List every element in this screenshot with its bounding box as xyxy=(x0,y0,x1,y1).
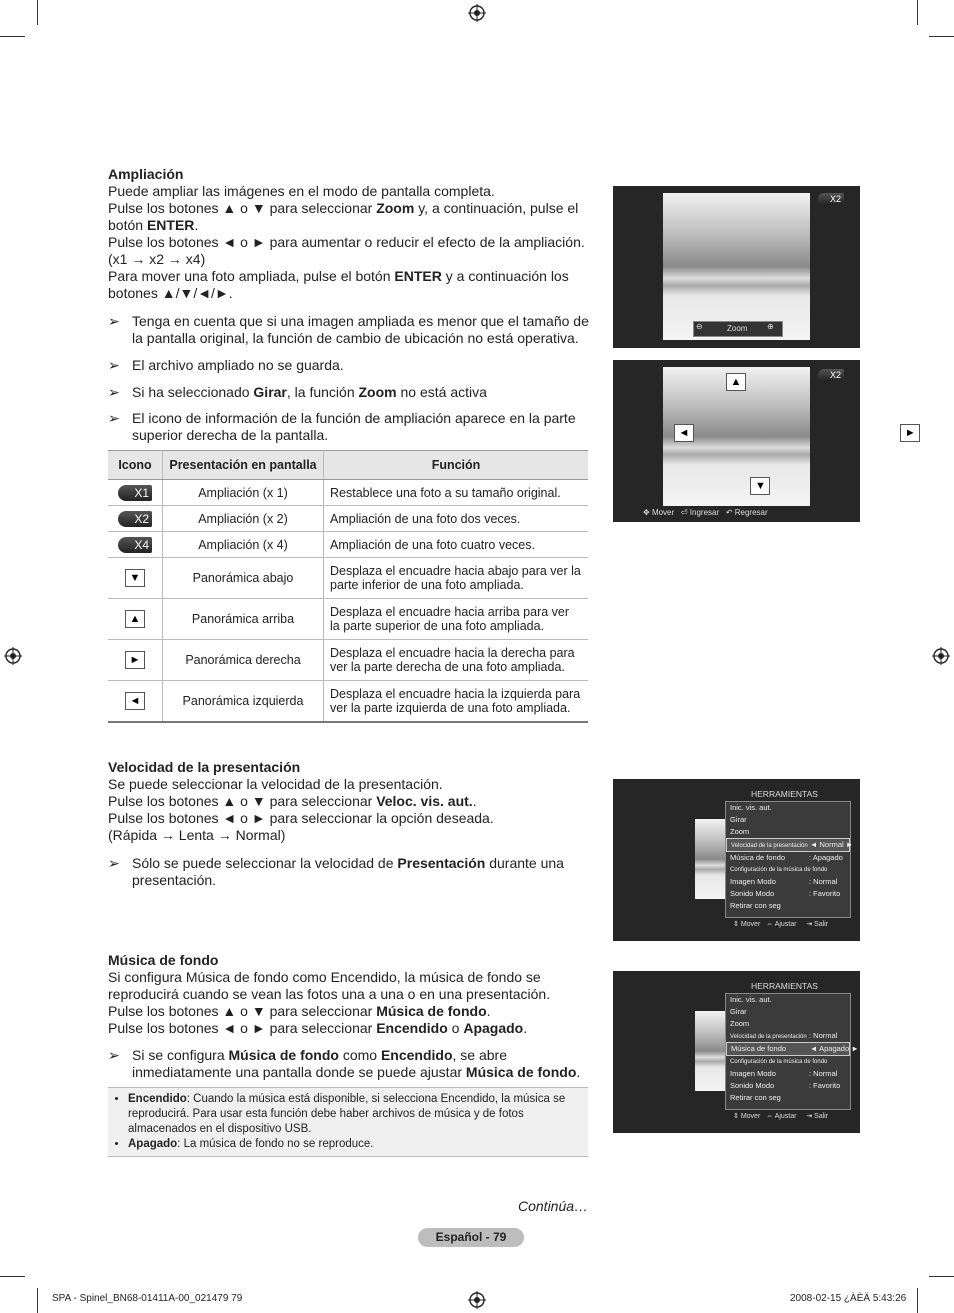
adjust-icon: ⇔ xyxy=(766,921,774,928)
menu-item[interactable]: Velocidad de la presentación : Normal xyxy=(730,1031,838,1040)
table-cell: Ampliación (x 1) xyxy=(163,480,324,506)
table-cell: Ampliación (x 2) xyxy=(163,506,324,532)
zoom-line: Para mover una foto ampliada, pulse el botón ENTER y a continuación los botones ▲/▼/◄/►. xyxy=(108,268,569,301)
menu-item[interactable]: Girar xyxy=(730,815,747,824)
zoom-x4-icon: X4 xyxy=(118,537,152,553)
move-icon: ⇕ xyxy=(733,1113,739,1120)
speed-line: Se puede seleccionar la velocidad de la presentación. xyxy=(108,776,443,792)
registration-mark-icon xyxy=(932,647,950,665)
crop-mark xyxy=(37,1288,38,1313)
zoom-function-table xyxy=(108,450,588,723)
zoom-note: ➢ Tenga en cuenta que si una imagen ampliada es menor que el tamaño de la pantalla original, la función de cambio de ubicación no está operativa. xyxy=(108,313,589,346)
tools-menu xyxy=(725,801,854,918)
music-options-box xyxy=(108,1087,588,1157)
music-section xyxy=(108,952,593,1037)
crop-mark xyxy=(929,1276,954,1277)
zoom-note: ➢ El icono de información de la función de ampliación aparece en la parte superior derecha de la pantalla. xyxy=(108,410,576,443)
zoom-heading: Ampliación xyxy=(108,166,184,182)
pan-down-icon: ▼ xyxy=(125,569,145,587)
tools-screen-music xyxy=(613,971,860,1133)
menu-item[interactable]: Girar xyxy=(730,1007,747,1016)
exit-icon: ⇥ xyxy=(806,1113,813,1120)
list-item: • Apagado: La música de fondo no se reproduce. xyxy=(128,1137,588,1152)
table-row xyxy=(108,506,588,532)
crop-mark xyxy=(0,1276,25,1277)
pan-right-icon[interactable]: ► xyxy=(900,424,920,442)
list-item: • Encendido: Cuando la música está disponible, si selecciona Encendido, la música se reproducirá. Para usar esta función debe haber archivos de música y de fotos almacenados en el dispositivo USB. xyxy=(128,1092,588,1137)
crop-mark xyxy=(0,36,25,37)
menu-item[interactable]: Imagen Modo : Normal xyxy=(730,877,838,886)
tools-screen-speed xyxy=(613,779,860,941)
menu-item[interactable]: Configuración de la música de fondo xyxy=(730,1059,828,1065)
menu-item[interactable]: Zoom xyxy=(730,1019,750,1028)
pan-left-icon: ◄ xyxy=(125,692,145,710)
table-row xyxy=(108,532,588,558)
zoom-x1-icon: X1 xyxy=(118,485,152,501)
table-cell: Restablece una foto a su tamaño original. xyxy=(324,480,589,506)
table-header-row xyxy=(108,451,588,480)
speed-line: Pulse los botones ◄ o ► para seleccionar la opción deseada. xyxy=(108,810,494,826)
table-cell: Ampliación de una foto cuatro veces. xyxy=(324,532,589,558)
table-row xyxy=(108,558,588,599)
pan-down-icon[interactable]: ▼ xyxy=(750,477,770,495)
table-row xyxy=(108,681,588,722)
pan-left-icon[interactable]: ◄ xyxy=(674,424,694,442)
file-info: SPA - Spinel_BN68-01411A-00_021479 79 xyxy=(52,1293,243,1304)
registration-mark-icon xyxy=(468,1291,486,1309)
registration-mark-icon xyxy=(4,647,22,665)
zoom-line: Pulse los botones ▲ o ▼ para seleccionar Zoom y, a continuación, pulse el botón ENTER. xyxy=(108,200,579,233)
zoom-screen-2 xyxy=(613,360,916,522)
zoom-note: ➢ El archivo ampliado no se guarda. xyxy=(108,357,344,373)
zoom-x2-icon: X2 xyxy=(818,193,844,205)
zoom-out-icon: ⊖ xyxy=(696,322,703,331)
crop-mark xyxy=(917,1288,918,1313)
menu-item[interactable]: Retirar con seg xyxy=(730,901,781,910)
menu-item[interactable]: Imagen Modo : Normal xyxy=(730,1069,838,1078)
table-cell: Panorámica izquierda xyxy=(163,681,324,722)
menu-item[interactable]: Inic. vis. aut. xyxy=(730,995,772,1004)
print-date: 2008-02-15 ¿ÀÈÄ 5:43:26 xyxy=(790,1293,907,1304)
speed-heading: Velocidad de la presentación xyxy=(108,759,301,775)
table-cell: Panorámica arriba xyxy=(163,599,324,640)
table-cell: Panorámica derecha xyxy=(163,640,324,681)
zoom-note: ➢ Si ha seleccionado Girar, la función Zoom no está activa xyxy=(108,384,487,400)
crop-mark xyxy=(37,0,38,25)
table-row xyxy=(108,640,588,681)
menu-item[interactable]: Música de fondo : Apagado xyxy=(730,853,843,862)
move-icon: ⇕ xyxy=(733,921,739,928)
page-number: Español - 79 xyxy=(418,1228,524,1247)
speed-section xyxy=(108,759,593,844)
continues-label: Continúa… xyxy=(518,1198,589,1214)
table-cell: Ampliación de una foto dos veces. xyxy=(324,506,589,532)
music-heading: Música de fondo xyxy=(108,952,219,968)
exit-icon: ⇥ xyxy=(806,921,813,928)
move-icon: ✥ xyxy=(643,508,650,517)
menu-item-music[interactable]: Música de fondo ◄ Apagado ► xyxy=(726,1042,850,1056)
adjust-icon: ⇔ xyxy=(766,1113,774,1120)
zoom-x2-icon: X2 xyxy=(818,369,844,381)
music-line: Si configura Música de fondo como Encendido, la música de fondo se reproducirá cuando se vean las fotos una a una o en una presentación. xyxy=(108,969,551,1002)
zoom-control xyxy=(693,321,783,337)
col-header-display: Presentación en pantalla xyxy=(163,451,324,480)
tools-footer: ⇕ Mover ⇔ Ajustar ⇥ Salir xyxy=(733,1113,829,1120)
return-icon: ↶ xyxy=(725,508,733,517)
col-header-function: Función xyxy=(324,451,589,480)
menu-item[interactable]: Retirar con seg xyxy=(730,1093,781,1102)
menu-item[interactable]: Sonido Modo : Favorito xyxy=(730,889,841,898)
menu-item[interactable]: Sonido Modo : Favorito xyxy=(730,1081,841,1090)
zoom-x2-icon: X2 xyxy=(118,511,152,527)
col-header-icon: Icono xyxy=(108,451,163,480)
menu-item[interactable]: Zoom xyxy=(730,827,750,836)
registration-mark-icon xyxy=(468,4,486,22)
tools-title: HERRAMIENTAS xyxy=(751,789,818,799)
music-line: Pulse los botones ▲ o ▼ para seleccionar Música de fondo. xyxy=(108,1003,491,1019)
tools-title: HERRAMIENTAS xyxy=(751,981,818,991)
zoom-label: Zoom xyxy=(727,324,748,333)
table-row xyxy=(108,480,588,506)
table-cell: Panorámica abajo xyxy=(163,558,324,599)
speed-line: Pulse los botones ▲ o ▼ para seleccionar Veloc. vis. aut.. xyxy=(108,793,477,809)
music-line: Pulse los botones ◄ o ► para seleccionar Encendido o Apagado. xyxy=(108,1020,528,1036)
zoom-line: Puede ampliar las imágenes en el modo de pantalla completa. xyxy=(108,183,495,199)
crop-mark xyxy=(929,36,954,37)
table-row xyxy=(108,599,588,640)
pan-right-icon: ► xyxy=(125,651,145,669)
menu-item[interactable]: Inic. vis. aut. xyxy=(730,803,772,812)
pan-up-icon[interactable]: ▲ xyxy=(726,373,746,391)
speed-note: ➢ Sólo se puede seleccionar la velocidad de Presentación durante una presentación. xyxy=(108,855,564,888)
table-cell: Desplaza el encuadre hacia abajo para ver la parte inferior de una foto ampliada. xyxy=(324,558,589,599)
table-cell: Desplaza el encuadre hacia la izquierda para ver la parte izquierda de una foto ampliada. xyxy=(324,681,589,722)
music-note: ➢ Si se configura Música de fondo como Encendido, se abre inmediatamente una pantalla donde se puede ajustar Música de fondo. xyxy=(108,1047,581,1080)
zoomed-photo xyxy=(663,193,810,340)
table-cell: Ampliación (x 4) xyxy=(163,532,324,558)
zoom-section xyxy=(108,166,593,302)
pan-up-icon: ▲ xyxy=(125,610,145,628)
tools-footer: ⇕ Mover ⇔ Ajustar ⇥ Salir xyxy=(733,921,829,928)
zoom-line: Pulse los botones ◄ o ► para aumentar o reducir el efecto de la ampliación. (x1 → x2 → x4) xyxy=(108,234,585,267)
speed-line: (Rápida → Lenta → Normal) xyxy=(108,827,286,843)
table-cell: Desplaza el encuadre hacia la derecha para ver la parte derecha de una foto ampliada. xyxy=(324,640,589,681)
zoom-screen-1 xyxy=(613,186,860,348)
crop-mark xyxy=(917,0,918,25)
table-cell: Desplaza el encuadre hacia arriba para ver la parte superior de una foto ampliada. xyxy=(324,599,589,640)
enter-icon: ⏎ xyxy=(680,508,688,517)
tools-menu xyxy=(725,993,859,1110)
zoom-in-icon: ⊕ xyxy=(767,322,774,331)
nav-bar: ✥ Mover ⏎ Ingresar ↶ Regresar xyxy=(643,508,768,517)
menu-item-speed[interactable]: Velocidad de la presentación ◄ Normal ► xyxy=(726,838,850,852)
menu-item[interactable]: Configuración de la música de fondo xyxy=(730,867,828,873)
